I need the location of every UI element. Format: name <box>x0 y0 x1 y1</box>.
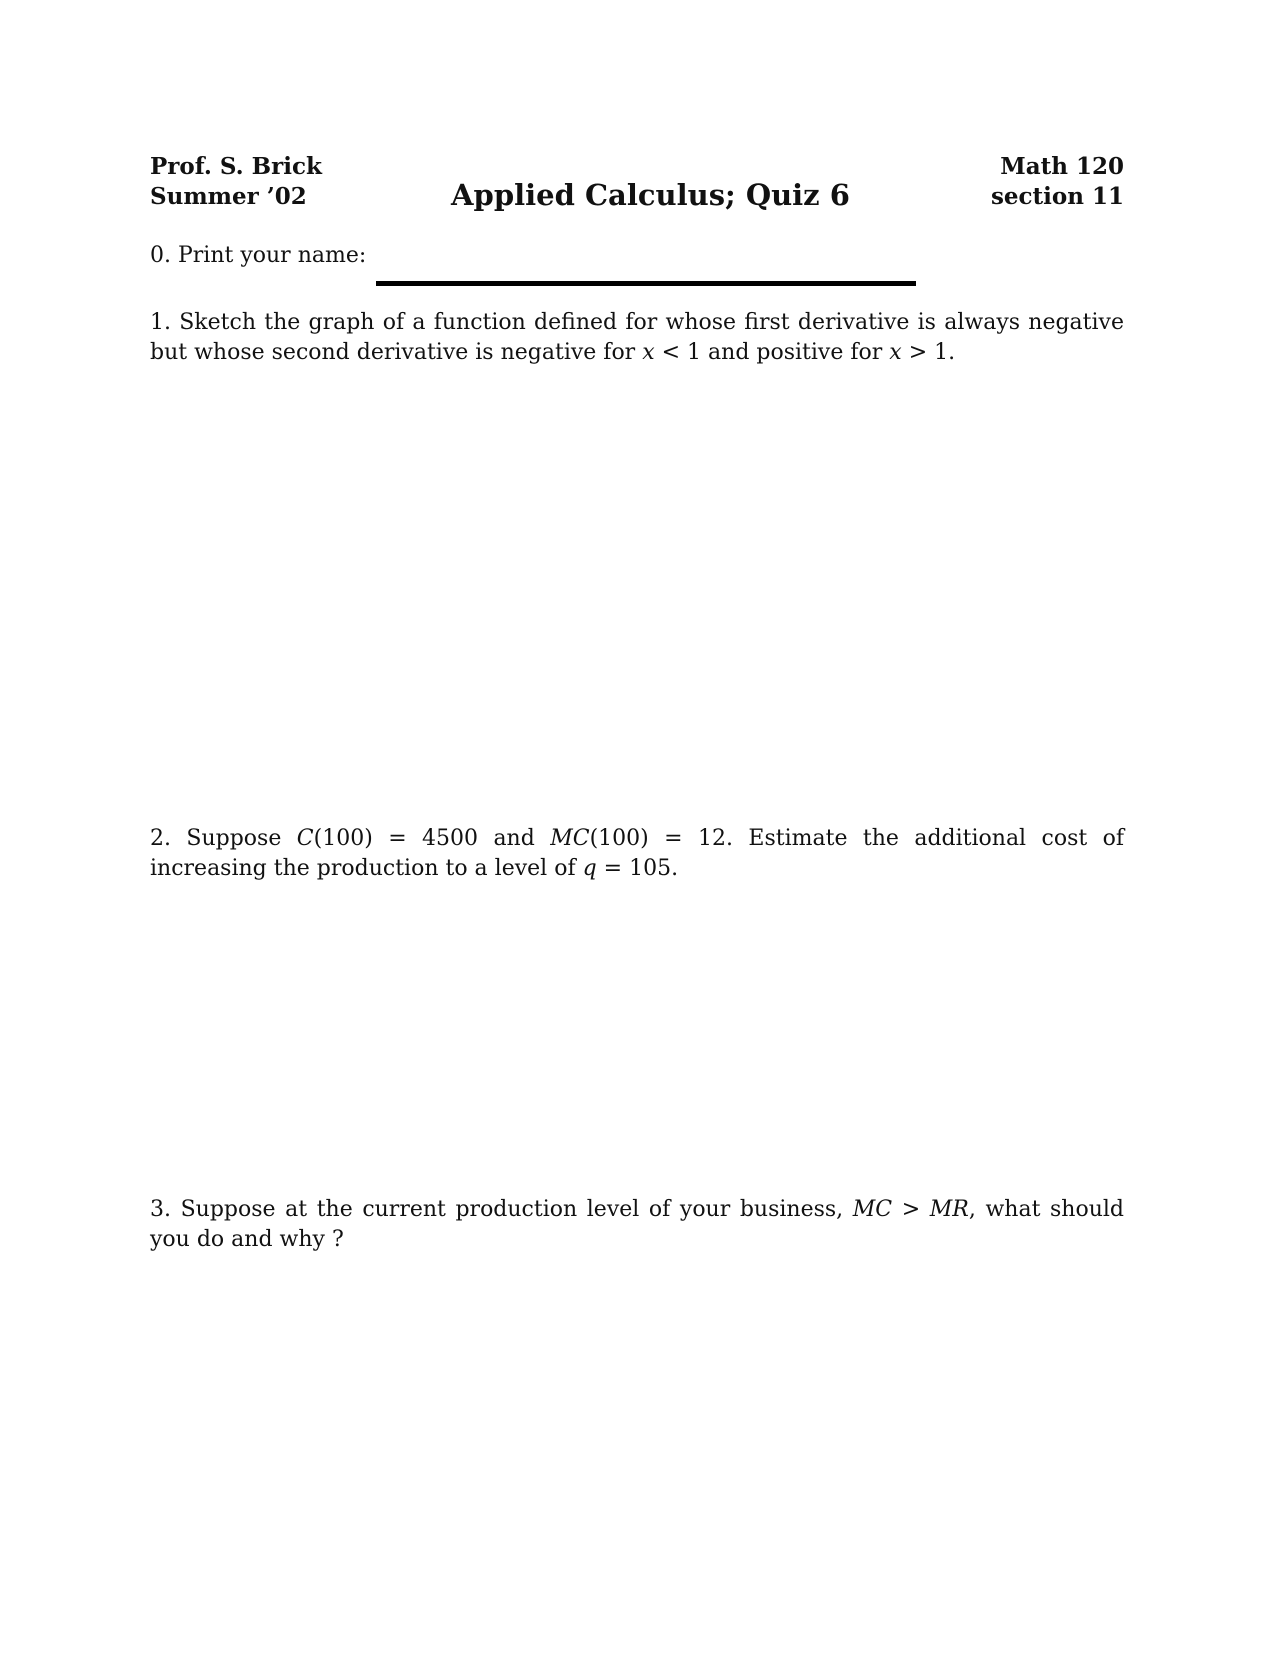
header-right <box>991 152 1124 212</box>
page-title: Applied Calculus; Quiz 6 <box>451 178 850 212</box>
course-section: section 11 <box>990 183 1124 210</box>
question-1-text: 1. Sketch the graph of a function defined for whose first derivative is always negative but whose second derivative is negative for <box>150 310 1124 365</box>
question-3-text: 3. Suppose at the current production level of your business, <box>150 1197 853 1222</box>
question-3-text: , what should you do and why ? <box>150 1197 1124 1252</box>
instructor-name: Prof. S. Brick <box>150 153 322 180</box>
question-1-text: > 1. <box>901 340 956 365</box>
question-3 <box>150 1195 1124 1255</box>
math-var: x <box>889 340 902 365</box>
question-2-text: (100) = 4500 and <box>313 826 551 851</box>
term: Summer ’02 <box>150 183 307 210</box>
question-2-text: = 105. <box>596 856 679 881</box>
question-3-text: > <box>892 1197 930 1222</box>
question-2-text: 2. Suppose <box>150 826 297 851</box>
course-number: Math 120 <box>1000 153 1124 180</box>
name-answer-line[interactable] <box>376 281 916 286</box>
question-1-text: < 1 and positive for <box>654 340 890 365</box>
math-var: C <box>296 826 314 851</box>
math-var: MC <box>852 1197 893 1222</box>
name-prompt: 0. Print your name: <box>150 243 367 268</box>
math-var: x <box>642 340 655 365</box>
question-2 <box>150 824 1124 884</box>
question-2-text: (100) = 12. Estimate the additional cost of increasing the production to a level of <box>150 826 1125 881</box>
math-var: MR <box>929 1197 969 1222</box>
math-var: q <box>582 856 597 881</box>
question-1 <box>150 308 1124 368</box>
math-var: MC <box>550 826 590 851</box>
